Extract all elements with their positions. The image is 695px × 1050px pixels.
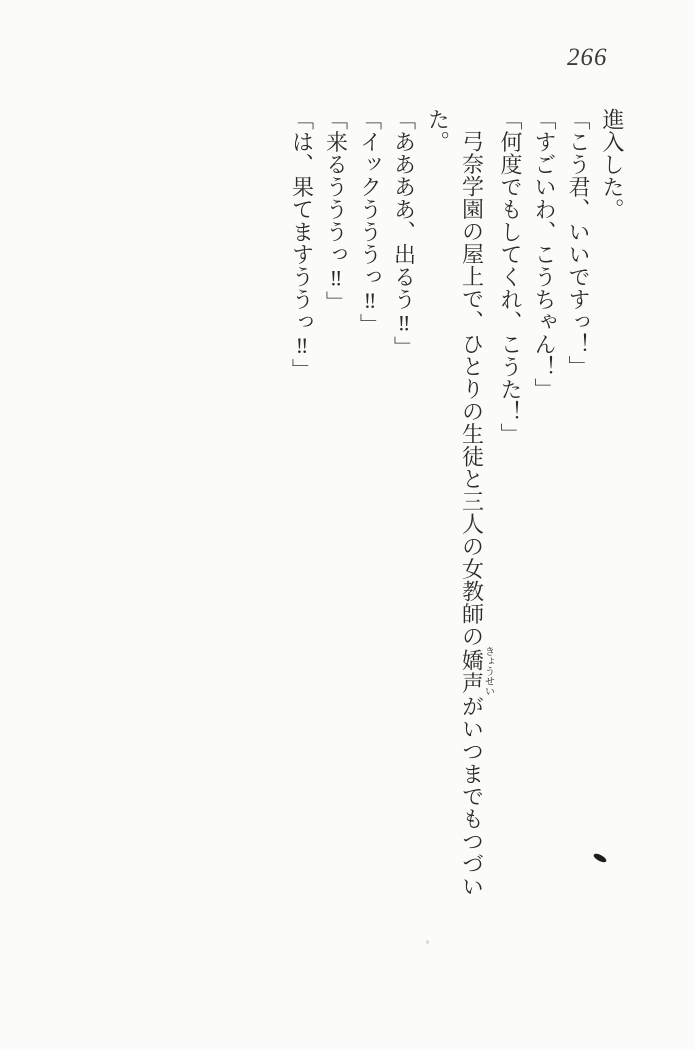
paragraph-dialogue bbox=[285, 108, 319, 928]
paragraph-text: 「イックうううっ‼」 bbox=[357, 108, 383, 336]
ruby-annotated-word bbox=[459, 646, 494, 697]
faint-speck bbox=[426, 940, 429, 944]
paragraph-dialogue bbox=[353, 108, 387, 928]
paragraph-text: 「こう君、いいですっ！」 bbox=[566, 108, 591, 378]
paragraph-text: 「すごいわ、こうちゃん！」 bbox=[532, 108, 557, 401]
ruby-base-text: 嬌声 bbox=[459, 646, 485, 697]
paragraph-continuation bbox=[595, 108, 629, 928]
paragraph-text-pre: 弓奈学園の屋上で、ひとりの生徒と三人の女教師の bbox=[459, 130, 485, 648]
paragraph-dialogue bbox=[561, 108, 595, 928]
paragraph-text: 「来るうううっ‼」 bbox=[323, 108, 349, 314]
paragraph-narrative bbox=[421, 108, 494, 928]
paragraph-text: 「何度でもしてくれ、こうた！」 bbox=[498, 108, 523, 446]
paragraph-text: 進入した。 bbox=[600, 108, 625, 221]
paragraph-text-post: がいつまでもつづいた。 bbox=[425, 108, 485, 898]
ruby-furigana-text: きょうせい bbox=[482, 646, 494, 697]
paragraph-dialogue bbox=[493, 108, 527, 928]
paragraph-text: 「は、果てますううっ‼」 bbox=[289, 108, 315, 381]
paragraph-dialogue bbox=[319, 108, 353, 928]
page-number: 266 bbox=[567, 44, 608, 71]
paragraph-dialogue bbox=[527, 108, 561, 928]
paragraph-text: 「ああああ、出るう‼」 bbox=[391, 108, 417, 359]
paragraph-dialogue bbox=[387, 108, 421, 928]
vertical-text-block bbox=[285, 108, 630, 928]
